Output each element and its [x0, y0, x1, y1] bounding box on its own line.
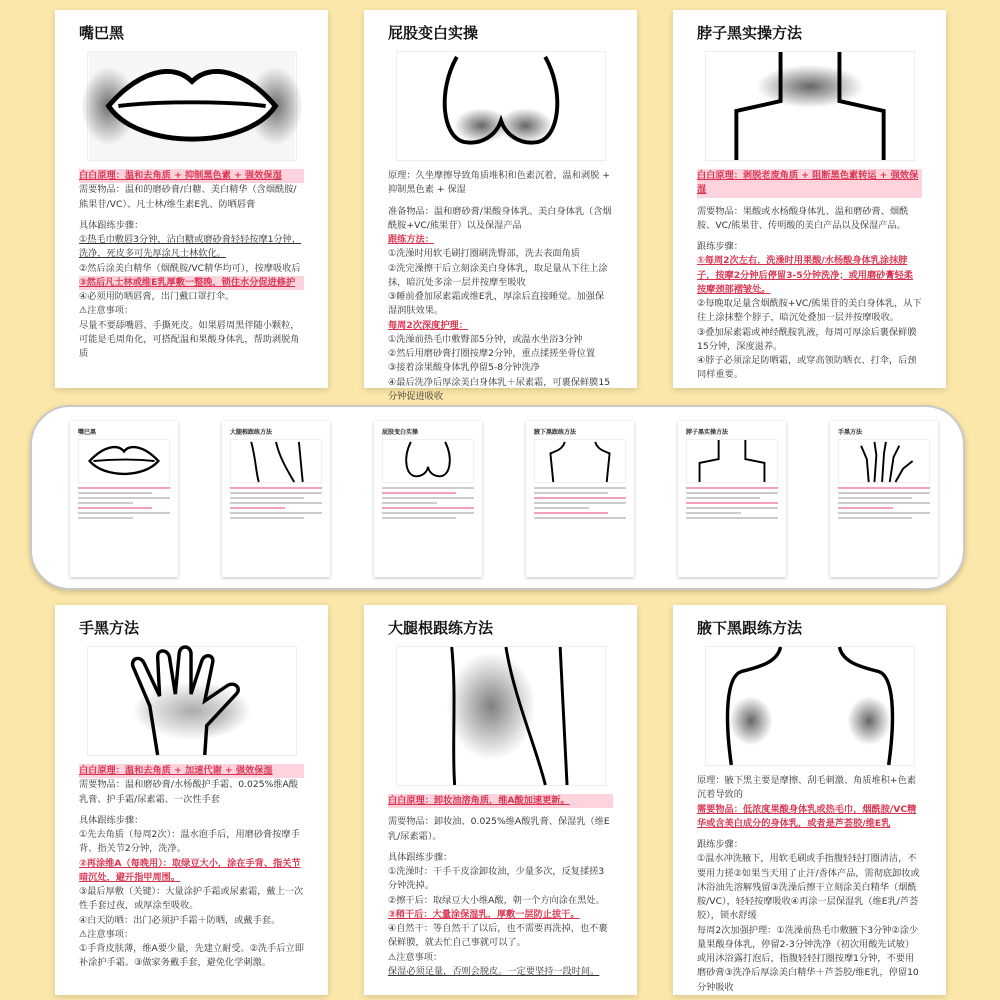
items-text: 需要物品：果酸或水杨酸身体乳、温和磨砂膏、烟酰胺、VC/熊果苷、传明酸的美白产品以及保湿产品。 [697, 205, 909, 231]
method-text: ③睡前叠加尿素霜或维E乳，厚涂后直接睡觉。加强保湿润肤效果。 [388, 291, 605, 317]
items-text: 需要物品：卸妆油、0.025%维A酸乳膏、保湿乳（维E乳/尿素霜）。 [388, 816, 610, 842]
principle-text: 原理：久坐摩擦导致角质堆积和色素沉着，温和剥脱 + 抑制黑色素 + 保湿 [388, 170, 610, 196]
thumbnail-title: 脖子黑实操方法 [686, 429, 729, 436]
note-text: 保湿必须足量，否则会脱皮。一定要坚持一段时间。 [388, 965, 600, 977]
thumbnail-card[interactable] [526, 421, 634, 577]
armpit-illustration [705, 646, 915, 766]
step-text: ③最后厚敷（关键）：大量涂护手霜或尿素霜，戴上一次性手套过夜，或厚涂至吸收。 [79, 886, 304, 912]
butt-icon [382, 439, 474, 483]
step-text: ③叠加尿素霜或神经酰胺乳液，每周可厚涂后裹保鲜膜15分钟，深度滋养。 [697, 326, 917, 352]
lips-illustration [87, 51, 297, 161]
card-armpit [673, 605, 946, 995]
hand-illustration [87, 646, 297, 756]
step-text: ③然后凡士林或维E乳厚敷一整晚，锁住水分促进修护 [79, 276, 304, 290]
card-neck [673, 10, 946, 388]
step-text: ①洗澡时：干手干皮涂卸妆油，少量多次，反复揉搓3分钟洗掉。 [388, 866, 605, 892]
method-title: 跟练方法： [388, 234, 434, 245]
thumbnail-card[interactable] [70, 421, 178, 577]
thumbnail-card[interactable] [830, 421, 938, 577]
steps-title: 具体跟练步骤： [388, 851, 453, 863]
step-text: ②再涂维A（每晚用）：取绿豆大小，涂在手背、指关节暗沉处，避开指甲周围。 [79, 857, 301, 883]
step-text: ④脖子必须涂足防晒霜，或穿高领防晒衣、打伞，后颈同样重要。 [697, 355, 917, 381]
armpit-icon [534, 439, 626, 483]
weekly-text: ②然后用磨砂膏打圈按摩2分钟，重点揉搓坐骨位置 [388, 348, 596, 359]
thumbnail-title: 屁股变白实操 [382, 429, 419, 436]
card-title: 大腿根跟练方法 [388, 619, 494, 637]
principle-text: 白白原理：温和去角质 + 加速代谢 + 强效保湿 [79, 764, 304, 778]
note-title: ⚠注意事项： [79, 928, 134, 940]
step-text: ②然后涂美白精华（烟酰胺/VC精华均可），按摩吸收后 [79, 262, 301, 274]
card-lips [55, 10, 328, 388]
weekly-text: ④最后洗净后厚涂美白身体乳＋尿素霜，可裹保鲜膜15分钟促进吸收 [388, 376, 611, 402]
weekly-text: ③接着涂果酸身体乳停留5-8分钟洗净 [388, 362, 540, 374]
card-title: 腋下黑跟练方法 [697, 619, 803, 637]
hand-icon [838, 439, 930, 483]
items-text: 需要物品：低浓度果酸身体乳或热毛巾，烟酰胺/VC精华或含美白成分的身体乳，或者是芦荟胶/维E乳 [697, 803, 917, 829]
items-text: 需要物品：温和的磨砂膏/白糖、美白精华（含烟酰胺/熊果苷/VC）、凡士林/维生素E乳、防晒唇膏 [79, 184, 297, 210]
method-text: ①洗澡时用软毛刷打圈刷洗臀部，洗去表面角质 [388, 248, 580, 260]
thumbnail-title: 腋下黑跟练方法 [534, 429, 577, 436]
card-butt [364, 10, 637, 402]
step-text: ④自然干：等自然干了以后，也不需要再洗掉，也不裹保鲜膜，就去忙自己事就可以了。 [388, 923, 608, 949]
principle-text: 白白原理：温和去角质 + 抑制黑色素 + 强效保湿 [79, 169, 304, 183]
step-text: ①先去角质（每周2次）：温水泡手后，用磨砂膏按摩手背、指关节2分钟，洗净。 [79, 829, 300, 855]
card-title: 嘴巴黑 [79, 24, 125, 42]
card-hand [55, 605, 328, 995]
note-title: ⚠注意事项： [79, 305, 134, 317]
weekly-text: ①洗澡前热毛巾敷臀部5分钟，或温水坐浴3分钟 [388, 333, 583, 345]
card-title: 屁股变白实操 [388, 24, 479, 42]
items-text: 准备物品：温和磨砂膏/果酸身体乳、美白身体乳（含烟酰胺+VC/熊果苷）以及保湿产品 [388, 205, 612, 231]
card-title: 脖子黑实操方法 [697, 24, 803, 42]
thumbnail-card[interactable] [222, 421, 330, 577]
card-title: 手黑方法 [79, 619, 140, 637]
thumbnail-title: 手黑方法 [838, 429, 863, 436]
thumbnail-card[interactable] [678, 421, 786, 577]
step-text: ③稍干后：大量涂保湿乳，厚敷一层防止拔干。 [388, 908, 580, 920]
step-text: ④必须用防晒唇膏，出门戴口罩打伞。 [79, 291, 235, 302]
step-text: ①温水冲洗腋下，用软毛刷或手指腹轻轻打圈清洁，不要用力搓②如果当天用了止汗/香体产品，需彻底卸妆或沐浴油先溶解残留③洗澡后擦干立刻涂美白精华（烟酰胺/VC），轻轻按摩吸收④再涂一层保湿乳（维E乳/芦荟胶），锁水舒缓 [697, 853, 920, 922]
steps-title: 具体跟练步骤： [79, 814, 144, 826]
neck-icon [686, 439, 778, 483]
card-thigh [364, 605, 637, 995]
thumbnail-strip [30, 405, 965, 590]
steps-title: 跟练步骤： [697, 839, 743, 850]
steps-title: 具体跟练步骤： [79, 219, 144, 231]
step-text: ①热毛巾敷唇3分钟，沾白糖或磨砂膏轻轻按摩1分钟，洗净，死皮多可先厚涂凡士林软化。 [79, 234, 302, 260]
thumbnail-card[interactable] [374, 421, 482, 577]
note-text: 尽量不要舔嘴唇、手撕死皮。如果唇周黑伴随小颗粒，可能是毛周角化，可搭配温和果酸身体乳，帮助剥脱角质 [79, 319, 300, 359]
neck-illustration [705, 51, 915, 161]
step-text: 每周2次加强护理：①洗澡前热毛巾敷腋下3分钟②涂少量果酸身体乳，停留2-3分钟洗净（初次用酸先试敏）或用沐浴露打泡后，指腹轻轻打圈按摩1分钟，不要用磨砂膏③洗净后厚涂美白精华＋芦荟胶/维E乳，停留10分钟吸收 [697, 924, 919, 993]
thigh-illustration [396, 646, 606, 786]
step-text: ②擦干后：取绿豆大小维A酸，朝一个方向涂在黑处。 [388, 894, 605, 906]
thigh-icon [230, 439, 322, 483]
note-title: ⚠注意事项： [388, 951, 443, 963]
items-text: 需要物品：温和磨砂膏/水杨酸护手霜、0.025%维A酸乳膏、护手霜/尿素霜、一次性手套 [79, 779, 298, 805]
step-text: ②每晚取足量含烟酰胺+VC/熊果苷的美白身体乳，从下往上涂抹整个脖子，暗沉处叠加一层并按摩吸收。 [697, 298, 922, 324]
principle-text: 白白原理：剥脱老废角质 + 阻断黑色素转运 + 强效保湿 [697, 169, 922, 198]
method-text: ②洗完澡擦干后立刻涂美白身体乳，取足量从下往上涂抹，暗沉处多涂一层并按摩至吸收 [388, 262, 608, 288]
weekly-title: 每周2次深度护理： [388, 319, 468, 331]
lips-icon [78, 439, 170, 483]
thumbnail-title: 大腿根跟练方法 [230, 429, 273, 436]
note-text: ①手背皮肤薄，维A要少量，先建立耐受。②洗手后立即补涂护手霜。③做家务戴手套，避免化学刺激。 [79, 943, 304, 969]
step-text: ①每周2次左右，洗澡时用果酸/水杨酸身体乳涂抹脖子，按摩2分钟后停留3-5分钟洗净；或用磨砂膏轻柔按摩颈部褶皱处。 [697, 255, 913, 295]
principle-text: 白白原理：卸妆油溶角质，维A酸加速更新。 [388, 794, 613, 808]
thumbnail-title: 嘴巴黑 [78, 429, 97, 436]
butt-illustration [396, 51, 606, 161]
principle-text: 原理：腋下黑主要是摩擦、刮毛刺激、角质堆积+色素沉着导致的 [697, 775, 917, 801]
step-text: ④白天防晒：出门必须护手霜＋防晒，或戴手套。 [79, 914, 281, 926]
steps-title: 跟练步骤： [697, 241, 743, 252]
